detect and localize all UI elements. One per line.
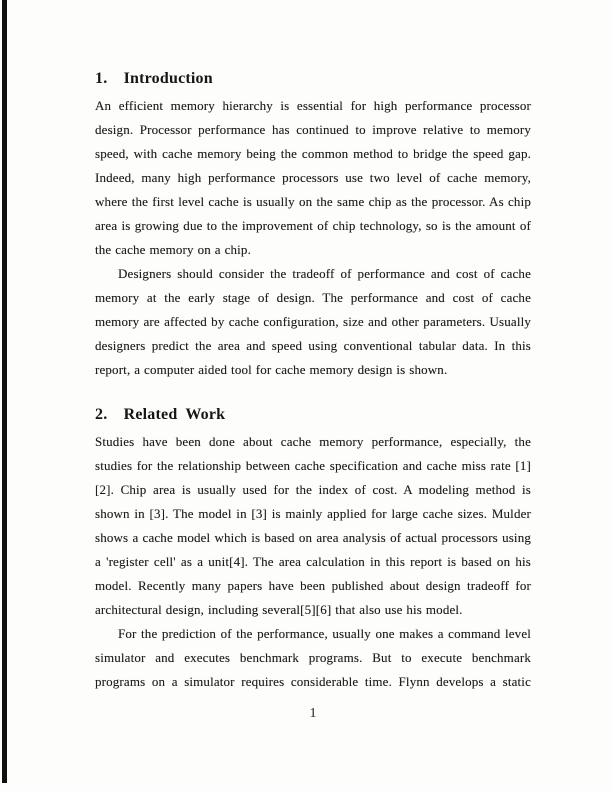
section-number: 1. (95, 70, 108, 87)
section-number: 2. (95, 406, 108, 423)
section-heading-introduction (95, 66, 531, 92)
page-number: 1 (309, 706, 317, 721)
page-content (95, 0, 531, 722)
section-title: Related Work (123, 406, 226, 423)
section-title: Introduction (123, 70, 213, 87)
related-work-paragraph-2: For the prediction of the performance, usually one makes a command level simulator and executes benchmark programs. But to execute benchmark programs on a simulator requires considerable time. Flynn develops a static (95, 626, 531, 689)
scan-edge-artifact (2, 0, 7, 783)
intro-paragraph-1: An efficient memory hierarchy is essential for high performance processor design. Processor performance has continued to improve relative to memory speed, with cache memory being the common method to bridge the speed gap. Indeed, many high performance processors use two level of cache memory, where the first level cache is usually on the same chip as the processor. As chip area is growing due to the improvement of chip technology, so is the amount of the cache memory on a chip. (95, 98, 531, 257)
section-heading-related-work (95, 402, 531, 428)
intro-paragraph-2: Designers should consider the tradeoff of performance and cost of cache memory at the early stage of design. The performance and cost of cache memory are affected by cache configuration, size and other parameters. Usually designers predict the area and speed using conventional tabular data. In this report, a computer aided tool for cache memory design is shown. (95, 266, 531, 377)
related-work-paragraph-1: Studies have been done about cache memory performance, especially, the studies for the relationship between cache specification and cache miss rate [1][2]. Chip area is usually used for the index of cost. A modeling method is shown in [3]. The model in [3] is mainly applied for large cache sizes. Mulder shows a cache model which is based on area analysis of actual processors using a 'register cell' as a unit[4]. The area calculation in this report is based on his model. Recently many papers have been published about design tradeoff for architectural design, including several[5][6] that also use his model. (95, 434, 531, 617)
